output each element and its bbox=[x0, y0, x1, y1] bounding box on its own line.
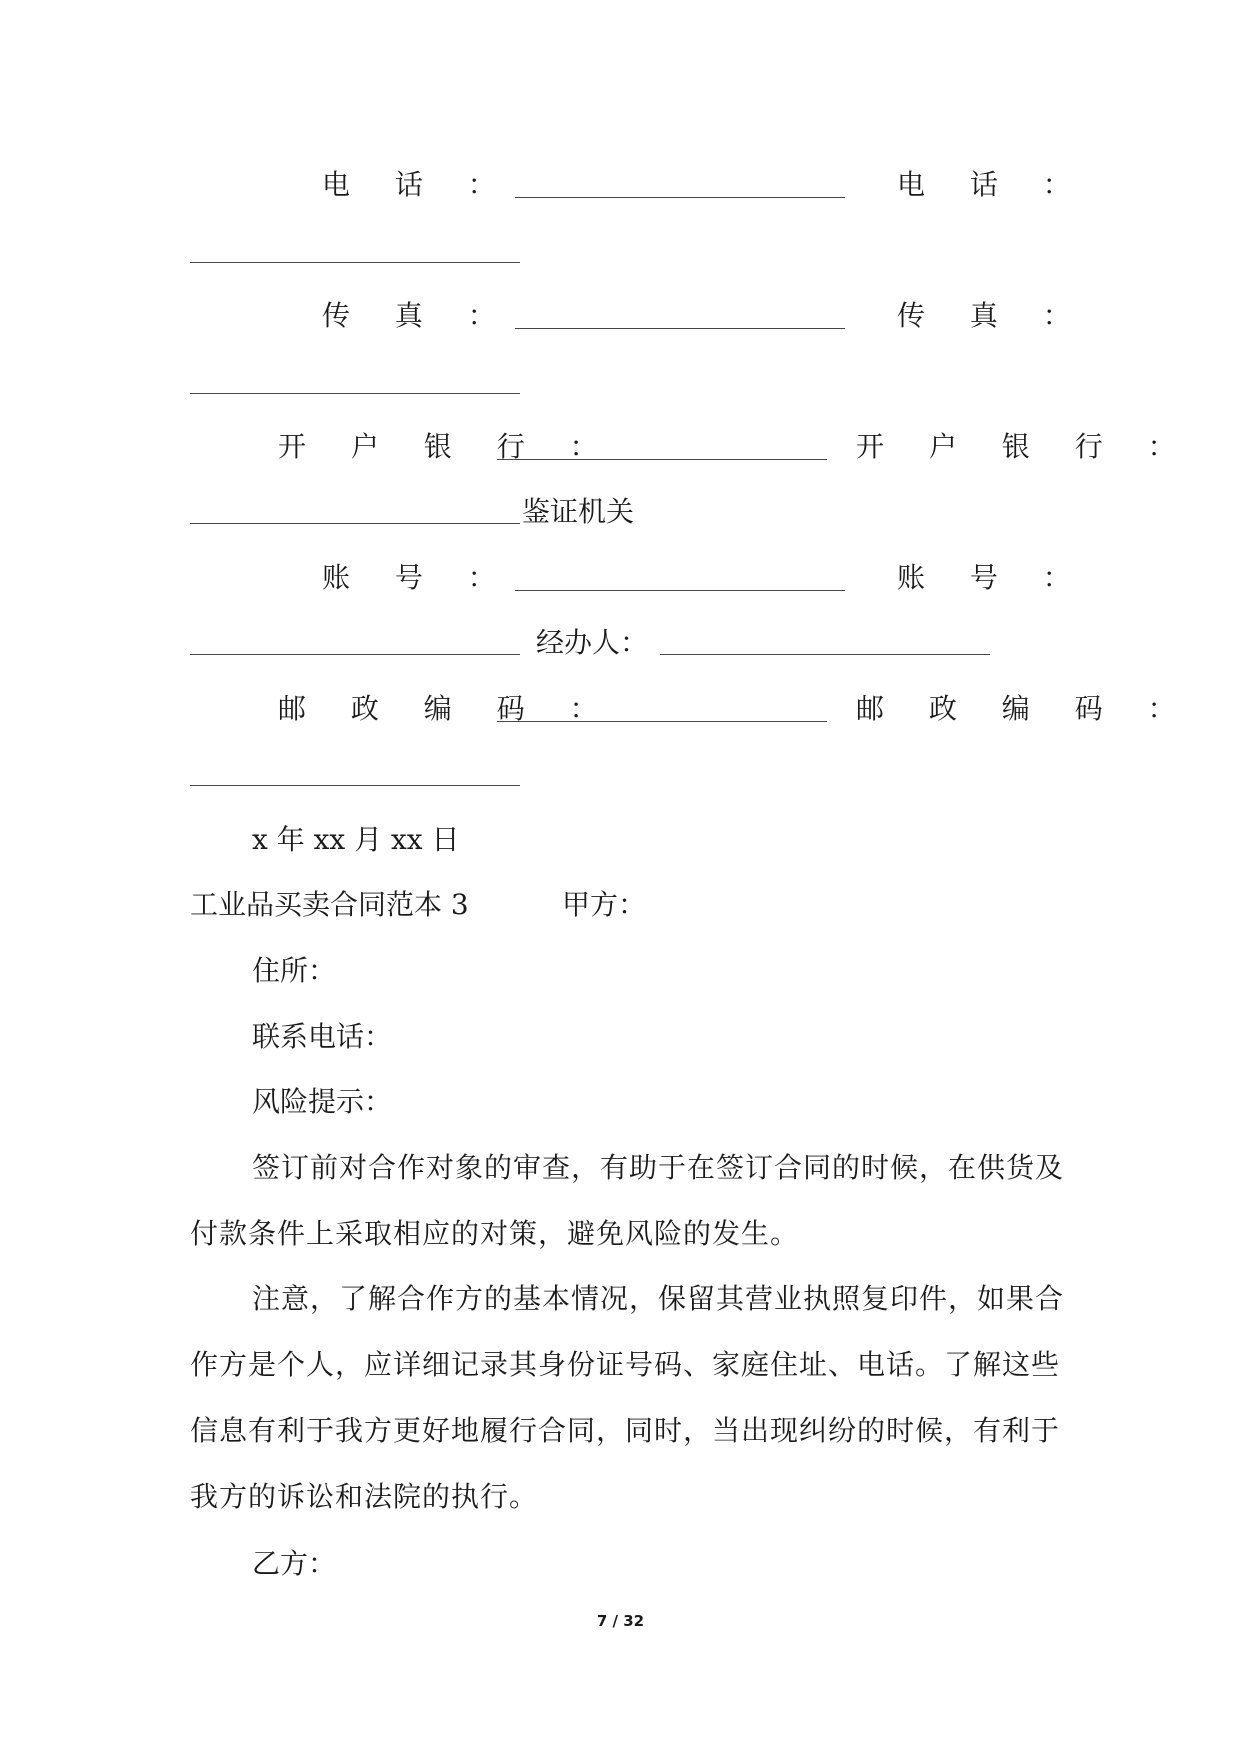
contract-title: 工业品买卖合同范本 3 bbox=[190, 888, 469, 921]
fax-label-right: 传 真 ： bbox=[897, 299, 1089, 332]
handler-label: 经办人： bbox=[536, 626, 649, 659]
address-label: 住所： bbox=[252, 954, 337, 987]
notary-label: 鉴证机关 bbox=[522, 495, 635, 528]
date-line: x 年 xx 月 xx 日 bbox=[252, 823, 460, 856]
risk-paragraph-2: 注意，了解合作方的基本情况，保留其营业执照复印件，如果合作方是个人，应详细记录其身份证号码、家庭住址、电话。了解这些信息有利于我方更好地履行合同，同时，当出现纠纷的时候，有利于我方的诉讼和法院的执行。 bbox=[190, 1282, 1065, 1513]
account-label-right: 账 号 ： bbox=[897, 561, 1089, 594]
page-number: 7 / 32 bbox=[596, 1612, 645, 1630]
party-a-label: 甲方： bbox=[562, 888, 647, 921]
bank-blank-left[interactable] bbox=[497, 459, 827, 460]
account-blank-right[interactable] bbox=[190, 654, 520, 655]
account-blank-left[interactable] bbox=[515, 590, 845, 591]
fax-blank-right[interactable] bbox=[190, 393, 520, 394]
phone-label-right: 电 话 ： bbox=[897, 168, 1089, 201]
phone-blank-left[interactable] bbox=[515, 197, 845, 198]
account-label-left: 账 号 ： bbox=[322, 561, 514, 594]
bank-label-right: 开 户 银 行 ： bbox=[856, 430, 1194, 463]
postal-blank-left[interactable] bbox=[497, 721, 827, 722]
phone-blank-right[interactable] bbox=[190, 262, 520, 263]
handler-blank[interactable] bbox=[660, 654, 990, 655]
risk-paragraph-1: 签订前对合作对象的审查，有助于在签订合同的时候，在供货及付款条件上采取相应的对策，避免风险的发生。 bbox=[190, 1151, 1065, 1250]
bank-blank-right[interactable] bbox=[190, 523, 520, 524]
risk-title: 风险提示： bbox=[252, 1085, 393, 1118]
fax-label-left: 传 真 ： bbox=[322, 299, 514, 332]
phone-label-left: 电 话 ： bbox=[322, 168, 514, 201]
fax-blank-left[interactable] bbox=[515, 328, 845, 329]
postal-blank-right[interactable] bbox=[190, 785, 520, 786]
bank-label-left: 开 户 银 行 ： bbox=[278, 430, 616, 463]
contact-phone-label: 联系电话： bbox=[252, 1020, 393, 1053]
party-b-label: 乙方： bbox=[252, 1547, 337, 1580]
postal-label-right: 邮 政 编 码 ： bbox=[856, 692, 1194, 725]
postal-label-left: 邮 政 编 码 ： bbox=[278, 692, 616, 725]
